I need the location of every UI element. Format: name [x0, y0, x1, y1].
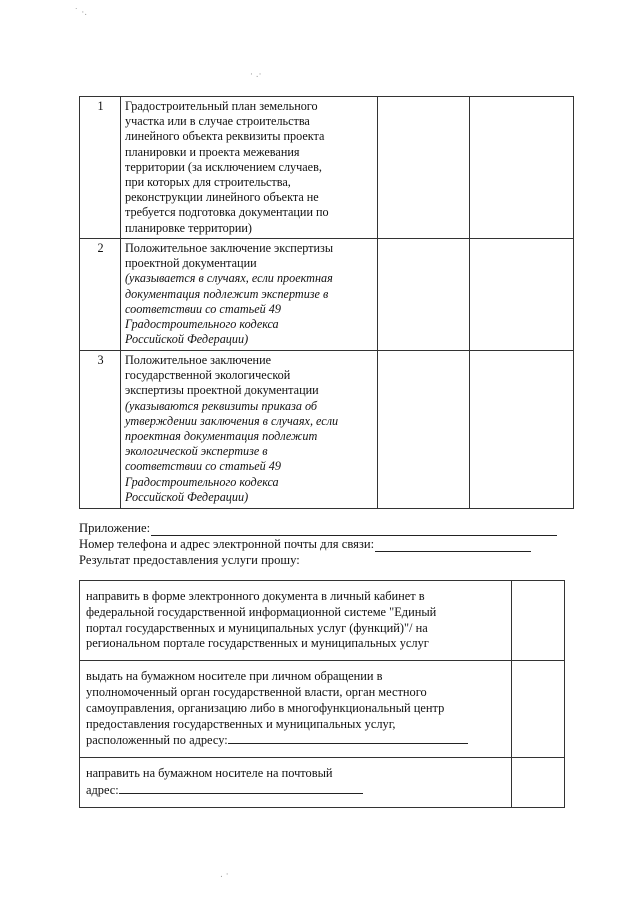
contact-row	[79, 536, 569, 552]
option-line: выдать на бумажном носителе при личном обращении в	[86, 669, 383, 684]
scan-speck: · .·	[250, 70, 262, 80]
description-line: Градостроительного кодекса	[125, 474, 279, 489]
description-line: соответствии со статьей 49	[125, 301, 281, 316]
description-line: Градостроительного кодекса	[125, 317, 279, 332]
description-line: планировке территории)	[125, 220, 252, 235]
document-row	[80, 239, 574, 351]
contact-field[interactable]	[375, 539, 531, 552]
result-option-checkbox[interactable]	[512, 581, 565, 661]
address-line	[86, 782, 505, 799]
description-line: реконструкции линейного объекта не	[125, 190, 319, 205]
address-label: расположенный по адресу:	[86, 733, 228, 748]
row-number: 1	[80, 97, 121, 239]
result-option-row	[80, 581, 565, 661]
description-line: требуется подготовка документации по	[125, 205, 329, 220]
notes-cell[interactable]	[470, 351, 574, 509]
description-line: государственной экологической	[125, 368, 291, 383]
result-row	[79, 552, 569, 568]
description-line: документация подлежит экспертизе в	[125, 286, 329, 301]
description-line: Градостроительный план земельного	[125, 99, 318, 113]
description-line: территории (за исключением случаев,	[125, 159, 322, 174]
document-row	[80, 351, 574, 509]
row-number: 3	[80, 351, 121, 509]
result-option-text	[80, 661, 512, 758]
description-line: планировки и проекта межевания	[125, 144, 300, 159]
description-line: (указывается в случаях, если проектная	[125, 271, 333, 286]
result-option-checkbox[interactable]	[512, 758, 565, 808]
document-description	[121, 239, 378, 351]
description-line: проектной документации	[125, 256, 257, 271]
form-fields	[79, 520, 569, 568]
attachment-field[interactable]	[151, 523, 557, 536]
description-line: Российской Федерации)	[125, 332, 249, 347]
option-line: федеральной государственной информационной системе "Единый	[86, 604, 437, 619]
result-label: Результат предоставления услуги прошу:	[79, 553, 300, 567]
attachment-label: Приложение:	[79, 521, 151, 535]
option-line: направить на бумажном носителе на почтовый	[86, 766, 333, 781]
attachment-row	[79, 520, 569, 536]
address-field[interactable]	[228, 732, 468, 744]
document-description	[121, 97, 378, 239]
scan-speck: ˙ ·.	[74, 8, 88, 18]
contact-label: Номер телефона и адрес электронной почты для связи:	[79, 537, 375, 551]
description-line: Положительное заключение	[125, 353, 272, 367]
address-line	[86, 732, 505, 749]
option-line: портал государственных и муниципальных услуг (функций)"/ на	[86, 620, 428, 635]
documents-table	[79, 96, 574, 509]
description-line: участка или в случае строительства	[125, 114, 310, 129]
option-line: самоуправления, организацию либо в многофункциональный центр	[86, 700, 445, 715]
option-line: региональном портале государственных и муниципальных услуг	[86, 636, 429, 651]
option-line: уполномоченный орган государственной власти, орган местного	[86, 684, 427, 699]
result-option-row	[80, 758, 565, 808]
description-line: проектная документация подлежит	[125, 429, 318, 444]
description-line: Российской Федерации)	[125, 489, 249, 504]
address-field[interactable]	[119, 782, 363, 794]
description-line: утверждении заключения в случаях, если	[125, 413, 339, 428]
address-label: адрес:	[86, 782, 119, 797]
row-number: 2	[80, 239, 121, 351]
result-option-checkbox[interactable]	[512, 661, 565, 758]
requisites-cell[interactable]	[378, 239, 470, 351]
description-line: линейного объекта реквизиты проекта	[125, 129, 325, 144]
description-line: экологической экспертизе в	[125, 444, 268, 459]
description-line: соответствии со статьей 49	[125, 459, 281, 474]
scan-speck: . ·	[220, 870, 229, 880]
result-options-table	[79, 580, 565, 808]
option-line: направить в форме электронного документа в личный кабинет в	[86, 589, 425, 603]
document-row	[80, 97, 574, 239]
requisites-cell[interactable]	[378, 351, 470, 509]
result-option-row	[80, 661, 565, 758]
notes-cell[interactable]	[470, 239, 574, 351]
description-line: Положительное заключение экспертизы	[125, 241, 334, 255]
document-description	[121, 351, 378, 509]
description-line: (указываются реквизиты приказа об	[125, 398, 318, 413]
description-line: при которых для строительства,	[125, 175, 291, 190]
notes-cell[interactable]	[470, 97, 574, 239]
requisites-cell[interactable]	[378, 97, 470, 239]
result-option-text	[80, 581, 512, 661]
option-line: предоставления государственных и муниципальных услуг,	[86, 716, 396, 731]
description-line: экспертизы проектной документации	[125, 383, 319, 398]
result-option-text	[80, 758, 512, 808]
